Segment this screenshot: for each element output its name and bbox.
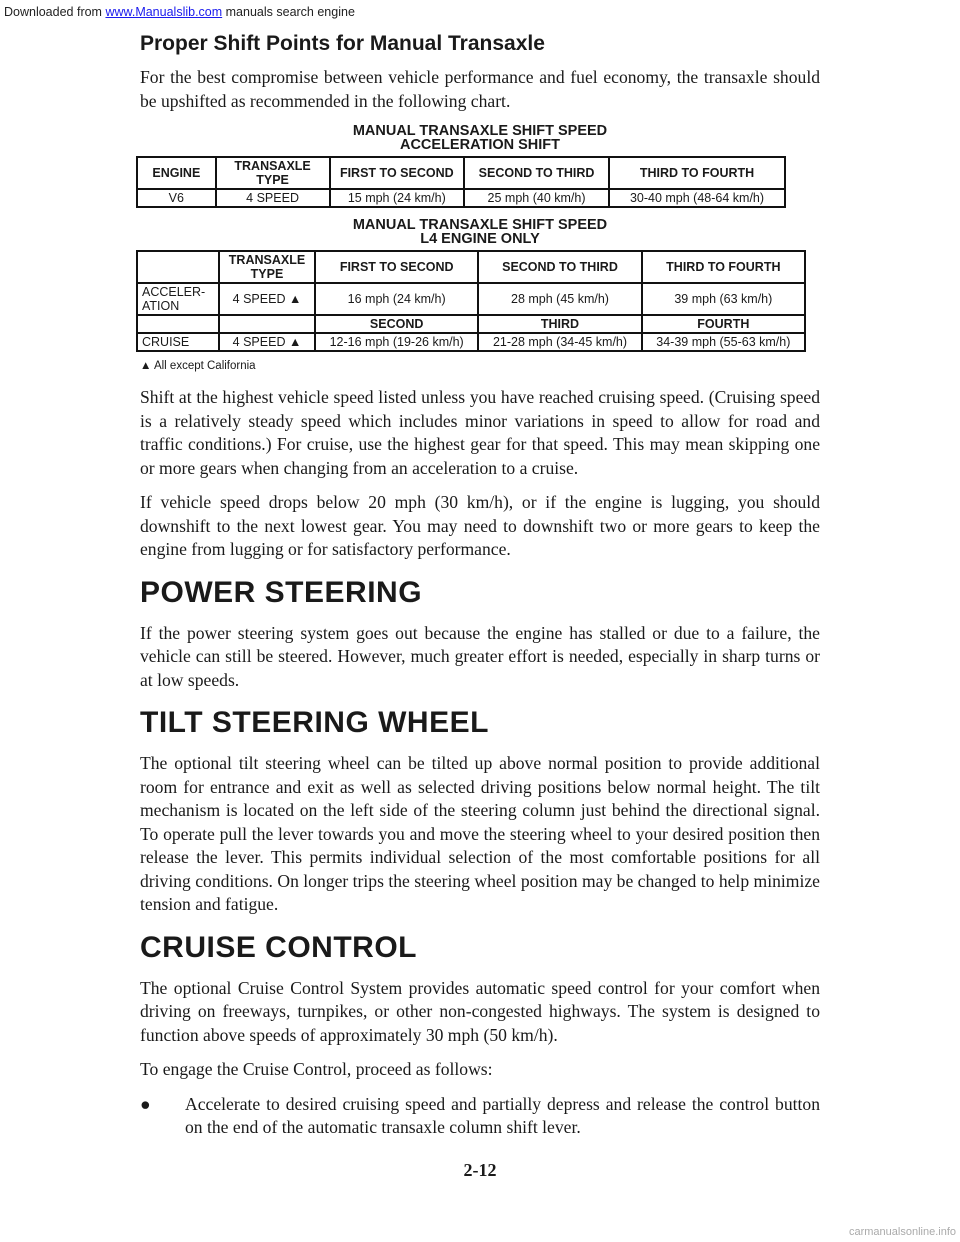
tilt-steering-heading: TILT STEERING WHEEL bbox=[140, 706, 489, 739]
watermark: carmanualsonline.info bbox=[848, 1226, 956, 1238]
table1-title-line1: MANUAL TRANSAXLE SHIFT SPEED bbox=[352, 123, 608, 139]
download-banner bbox=[4, 0, 355, 24]
table1-title bbox=[140, 124, 820, 152]
page-number: 2-12 bbox=[463, 1159, 497, 1180]
table1-header-third: THIRD TO FOURTH bbox=[609, 157, 785, 189]
cruise-step-1-text: Accelerate to desired cruising speed and partially depress and release the control button on the end of the automatic transaxle column shift lever. bbox=[185, 1093, 820, 1137]
table2-cruise-header-row bbox=[137, 315, 805, 333]
manualslib-link[interactable]: www.Manualslib.com bbox=[105, 5, 223, 19]
l4-shift-table bbox=[136, 250, 806, 352]
table2-cell-cruise-transaxle: 4 SPEED ▲ bbox=[219, 333, 315, 351]
table2-cell-cruise-third: 21-28 mph (34-45 km/h) bbox=[478, 333, 641, 351]
table2-cruise-header-fourth: FOURTH bbox=[642, 315, 805, 333]
table2-cell-accel-transaxle: 4 SPEED ▲ bbox=[219, 283, 315, 315]
cruise-steps-list bbox=[140, 1093, 820, 1140]
cruise-control-text: The optional Cruise Control System provides automatic speed control for your comfort when driving on freeways, turnpikes, or other non-congested highways. The system is designed to function above speeds of approximately 30 mph (50 km/h). bbox=[140, 977, 820, 1045]
table2-cell-accel-second: 28 mph (45 km/h) bbox=[478, 283, 641, 315]
table2-header-second: SECOND TO THIRD bbox=[478, 251, 641, 283]
table2-row-acceleration bbox=[137, 283, 805, 315]
table1-cell-engine: V6 bbox=[137, 189, 216, 207]
power-steering-text: If the power steering system goes out because the engine has stalled or due to a failure, the vehicle can still be steered. However, much greater effort is needed, especially in sharp turns or at low speeds. bbox=[140, 622, 820, 690]
table2-cruise-header-third: THIRD bbox=[478, 315, 641, 333]
shift-points-intro: For the best compromise between vehicle performance and fuel economy, the transaxle should be upshifted as recommended in the following chart. bbox=[140, 67, 820, 111]
table2-title-line1: MANUAL TRANSAXLE SHIFT SPEED bbox=[352, 217, 608, 233]
table2-header-transaxle: TRANSAXLE TYPE bbox=[219, 251, 315, 283]
table2-cruise-header-empty2 bbox=[219, 315, 315, 333]
banner-suffix: manuals search engine bbox=[222, 5, 355, 19]
manual-page bbox=[140, 28, 820, 1181]
table2-header-third: THIRD TO FOURTH bbox=[642, 251, 805, 283]
tilt-steering-text: The optional tilt steering wheel can be tilted up above normal position to provide additional room for entrance and exit as well as selected driving positions below normal height. The tilt mechanism is located on the left side of the steering column just behind the directional signal. To operate pull the lever towards you and move the steering wheel to your desired position then release the lever. This permits individual selection of the most comfortable positions for all driving conditions. On longer trips the steering wheel position may be changed to help minimize tension and fatigue. bbox=[140, 753, 820, 914]
california-footnote: ▲ All except California bbox=[140, 360, 256, 372]
table2-cruise-header-empty1 bbox=[137, 315, 219, 333]
table1-row-v6 bbox=[137, 189, 785, 207]
table1-header-first: FIRST TO SECOND bbox=[330, 157, 465, 189]
table2-cell-accel-third: 39 mph (63 km/h) bbox=[642, 283, 805, 315]
table2-cell-accel-label: ACCELER- ATION bbox=[137, 283, 219, 315]
acceleration-shift-table bbox=[136, 156, 786, 208]
table2-cell-cruise-second: 12-16 mph (19-26 km/h) bbox=[315, 333, 478, 351]
table1-header-engine: ENGINE bbox=[137, 157, 216, 189]
table2-cruise-header-second: SECOND bbox=[315, 315, 478, 333]
bullet-icon: ● bbox=[140, 1093, 151, 1114]
table1-header-row bbox=[137, 157, 785, 189]
cruise-engage-text: To engage the Cruise Control, proceed as follows: bbox=[140, 1059, 493, 1079]
table1-cell-third: 30-40 mph (48-64 km/h) bbox=[609, 189, 785, 207]
table1-cell-transaxle: 4 SPEED bbox=[216, 189, 330, 207]
table2-title bbox=[140, 218, 820, 246]
table2-cell-accel-first: 16 mph (24 km/h) bbox=[315, 283, 478, 315]
shift-points-heading: Proper Shift Points for Manual Transaxle bbox=[140, 32, 545, 55]
table2-cell-cruise-label: CRUISE bbox=[137, 333, 219, 351]
table2-header-row bbox=[137, 251, 805, 283]
cruise-step-1 bbox=[140, 1093, 820, 1140]
cruise-control-heading: CRUISE CONTROL bbox=[140, 930, 417, 964]
table2-row-cruise bbox=[137, 333, 805, 351]
table2-header-first: FIRST TO SECOND bbox=[315, 251, 478, 283]
banner-prefix: Downloaded from bbox=[4, 5, 106, 19]
table2-cell-cruise-fourth: 34-39 mph (55-63 km/h) bbox=[642, 333, 805, 351]
table1-header-transaxle: TRANSAXLE TYPE bbox=[216, 157, 330, 189]
table2-title-line2: L4 ENGINE ONLY bbox=[420, 231, 540, 247]
table1-cell-second: 25 mph (40 km/h) bbox=[464, 189, 609, 207]
table2-header-empty bbox=[137, 251, 219, 283]
downshift-paragraph: If vehicle speed drops below 20 mph (30 km/h), or if the engine is lugging, you should downshift to the next lowest gear. You may need to downshift two or more gears to keep the engine from lugging or for satisfactory performance. bbox=[140, 492, 820, 559]
table1-header-second: SECOND TO THIRD bbox=[464, 157, 609, 189]
table1-title-line2: ACCELERATION SHIFT bbox=[399, 137, 561, 153]
shift-highest-paragraph: Shift at the highest vehicle speed listed unless you have reached cruising speed. (Cruising speed is a relatively steady speed which includes minor variations in speed to allow for road and traffic conditions.) For cruise, use the highest gear for that speed. This may mean skipping one or more gears when changing from an acceleration to a cruise. bbox=[140, 387, 820, 478]
table1-cell-first: 15 mph (24 km/h) bbox=[330, 189, 465, 207]
power-steering-heading: POWER STEERING bbox=[140, 575, 423, 609]
